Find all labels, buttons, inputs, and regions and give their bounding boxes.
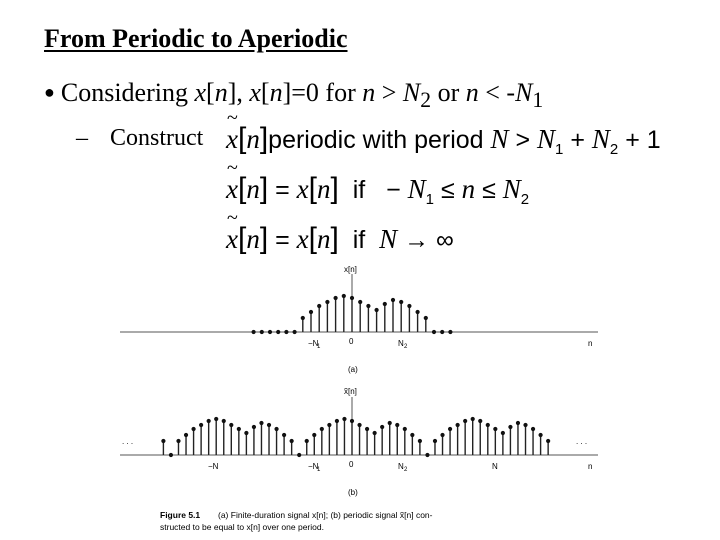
word-if: if — [338, 176, 380, 204]
stem-dot — [516, 421, 520, 425]
bracket: ] — [330, 222, 339, 255]
var-x-tilde: ~ x — [226, 224, 238, 255]
var-n: n — [362, 78, 376, 107]
stem-dot — [342, 417, 346, 421]
ellipsis-left: . . . — [122, 437, 134, 446]
bracket: [ — [237, 172, 247, 205]
var-N: N — [537, 124, 556, 154]
stem-dot — [403, 427, 407, 431]
stem-dot — [237, 427, 241, 431]
figure-caption-line2: structed to be equal to x[n] over one period. — [160, 522, 324, 532]
sub-bullet-construct — [76, 125, 203, 152]
stem-dot — [259, 421, 263, 425]
op-eq: = — [268, 176, 297, 204]
eq-text: periodic with period — [268, 126, 491, 154]
tick-sub-b: 2 — [404, 467, 408, 473]
stem-dot — [380, 425, 384, 429]
stem-dot — [410, 433, 414, 437]
op-arrow-infinity: → ∞ — [397, 226, 454, 254]
tick-label-b: −N — [308, 462, 319, 471]
stem-dot — [284, 330, 288, 334]
tick-sub-a: 1 — [317, 344, 321, 350]
stem-dot — [350, 296, 354, 300]
tick-sub-b: 1 — [317, 467, 321, 473]
stem-dot — [424, 316, 428, 320]
stem-dot — [282, 433, 286, 437]
plot-b — [120, 387, 598, 497]
tick-label-b: N — [398, 462, 404, 471]
ylabel-b: x̃[n] — [344, 387, 357, 396]
stem-dot — [184, 433, 188, 437]
var-x-tilde: ~ x — [226, 174, 238, 205]
subscript: 2 — [609, 141, 619, 158]
var-N: N — [502, 174, 521, 204]
op-plus: + — [563, 126, 592, 154]
var-N: N — [407, 174, 426, 204]
op-le: ≤ — [475, 176, 503, 204]
var-n: n — [246, 124, 260, 154]
stem-dot — [252, 425, 256, 429]
caption-b: (b) — [348, 488, 358, 497]
var-x: x — [194, 78, 207, 107]
stem-dot — [395, 423, 399, 427]
stem-dot — [290, 439, 294, 443]
stem-dot — [309, 310, 313, 314]
stem-dot — [508, 425, 512, 429]
tick-label-b: n — [588, 462, 593, 471]
stem-dot — [176, 439, 180, 443]
bullet-dot-icon: ● — [44, 82, 55, 102]
stem-dot — [373, 431, 377, 435]
tick-label-b: −N — [208, 462, 219, 471]
stem-dot — [399, 300, 403, 304]
var-N: N — [490, 124, 509, 154]
caption-a: (a) — [348, 365, 358, 374]
op-plus-one: + 1 — [618, 126, 661, 154]
stem-dot — [342, 294, 346, 298]
equation-equal-one-period — [226, 172, 529, 206]
stem-dot — [425, 453, 429, 457]
stem-dot — [358, 300, 362, 304]
tick-sub-a: 2 — [404, 344, 408, 350]
stem-dot — [388, 421, 392, 425]
slide-title: From Periodic to Aperiodic — [44, 24, 348, 53]
stem-dot — [440, 330, 444, 334]
stem-dot — [327, 423, 331, 427]
var-n: n — [214, 78, 228, 107]
bracket: [ — [237, 222, 247, 255]
subscript: 2 — [420, 88, 432, 113]
stem-dot — [539, 433, 543, 437]
stem-dot — [448, 330, 452, 334]
stem-dot — [229, 423, 233, 427]
stem-dot — [375, 308, 379, 312]
bullet-considering — [44, 78, 544, 113]
stem-dot — [365, 427, 369, 431]
stem-dot — [199, 423, 203, 427]
stem-dot — [448, 427, 452, 431]
stem-dot — [317, 304, 321, 308]
tick-label-a: 0 — [349, 337, 354, 346]
op-lt: < - — [478, 78, 516, 107]
ellipsis-right: . . . — [576, 437, 588, 446]
bracket: [ — [260, 78, 270, 107]
stem-dot — [432, 330, 436, 334]
stem-dot — [214, 417, 218, 421]
stem-dot — [252, 330, 256, 334]
var-N: N — [591, 124, 610, 154]
subscript: 1 — [555, 141, 564, 158]
stem-dot — [493, 427, 497, 431]
tick-label-b: N — [492, 462, 498, 471]
stem-dot — [383, 302, 387, 306]
var-x: x — [249, 78, 261, 107]
ylabel-a: x[n] — [344, 265, 357, 274]
stem-dot — [366, 304, 370, 308]
op-le: ≤ — [434, 176, 462, 204]
stem-dot — [301, 316, 305, 320]
var-N: N — [515, 78, 533, 107]
stem-dot — [357, 423, 361, 427]
bracket: [ — [237, 122, 247, 155]
stems-b — [161, 417, 550, 457]
stem-dot — [350, 419, 354, 423]
stem-dot — [320, 427, 324, 431]
stem-dot — [335, 419, 339, 423]
stem-dot — [471, 417, 475, 421]
stem-dot — [274, 427, 278, 431]
bracket: ] — [259, 172, 269, 205]
stem-dot — [440, 433, 444, 437]
stem-dot — [312, 433, 316, 437]
tick-label-b: 0 — [349, 460, 354, 469]
bracket: ], — [227, 78, 250, 107]
stem-dot — [297, 453, 301, 457]
stem-dot — [463, 419, 467, 423]
bullet-prefix: Considering — [60, 78, 195, 107]
var-x: x — [296, 224, 309, 254]
var-n: n — [246, 174, 260, 204]
stem-dot — [293, 330, 297, 334]
stem-dot — [416, 310, 420, 314]
stem-dot — [407, 304, 411, 308]
op-minus: − — [379, 176, 408, 204]
dash-marker: – — [76, 125, 88, 151]
stem-dot — [169, 453, 173, 457]
stem-dot — [267, 423, 271, 427]
stem-dot — [305, 439, 309, 443]
stem-dot — [244, 431, 248, 435]
var-N: N — [402, 78, 421, 107]
bracket: ] — [259, 222, 269, 255]
stem-dot — [418, 439, 422, 443]
stem-dot — [456, 423, 460, 427]
tick-label-a: −N — [308, 339, 319, 348]
bracket: ] — [330, 172, 339, 205]
figure-label: Figure 5.1 — [160, 510, 201, 520]
tick-label-a: n — [588, 339, 593, 348]
figure-5-1 — [110, 260, 610, 540]
stem-dot — [260, 330, 264, 334]
word-if: if — [338, 226, 380, 254]
stem-dot — [523, 423, 527, 427]
plot-a — [120, 265, 598, 374]
bracket: [ — [308, 222, 317, 255]
subscript: 1 — [532, 88, 544, 113]
op-gt: > — [508, 126, 538, 154]
equation-periodic — [226, 122, 661, 156]
var-n: n — [269, 78, 283, 107]
tick-label-a: N — [398, 339, 404, 348]
stem-dot — [161, 439, 165, 443]
stem-dot — [391, 298, 395, 302]
sub-bullet-label: Construct — [110, 125, 204, 151]
var-n: n — [317, 224, 331, 254]
stem-dot — [334, 296, 338, 300]
var-n: n — [461, 174, 476, 204]
var-n: n — [465, 78, 479, 107]
var-x: x — [296, 174, 309, 204]
bracket: [ — [308, 172, 317, 205]
stem-dot — [486, 423, 490, 427]
stem-dot — [433, 439, 437, 443]
stem-dot — [546, 439, 550, 443]
var-n: n — [246, 224, 260, 254]
stem-dot — [268, 330, 272, 334]
op-eq: = — [268, 226, 297, 254]
figure-caption-line1: (a) Finite-duration signal x[n]; (b) periodic signal x̃[n] con- — [218, 510, 433, 520]
bracket: ] — [259, 122, 269, 155]
stem-dot — [191, 427, 195, 431]
equation-limit — [226, 222, 454, 256]
stems-a — [252, 294, 453, 334]
stem-dot — [478, 419, 482, 423]
bracket: [ — [206, 78, 215, 107]
stem-dot — [531, 427, 535, 431]
var-n: n — [317, 174, 331, 204]
var-x-tilde: ~ x — [226, 124, 238, 155]
subscript: 2 — [520, 191, 530, 208]
subscript: 1 — [425, 191, 434, 208]
stem-dot — [501, 431, 505, 435]
op-gt: > — [375, 78, 403, 107]
stem-dot — [222, 419, 226, 423]
stem-dot — [325, 300, 329, 304]
stem-dot — [207, 419, 211, 423]
bullet-text: or — [431, 78, 466, 107]
var-N: N — [379, 224, 398, 254]
stem-dot — [276, 330, 280, 334]
bullet-text: ]=0 for — [282, 78, 363, 107]
